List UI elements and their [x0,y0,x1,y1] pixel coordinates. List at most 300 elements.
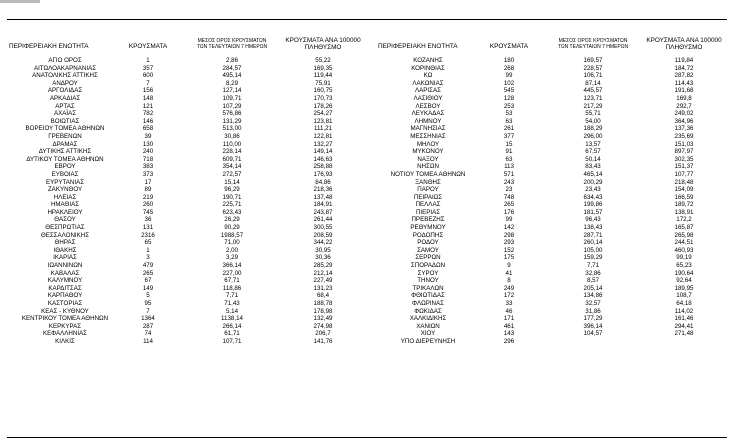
left-region-cell: ΙΚΑΡΙΑΣ [53,254,77,262]
right-per100k-cell: 151,03 [674,140,694,148]
left-per100k-cell: 227,49 [313,277,333,285]
right-per100k-cell: 302,35 [674,155,694,163]
right-avg7-cell: 106,71 [583,72,603,80]
left-avg7-cell: 5,14 [225,307,239,315]
right-avg7-cell: 138,43 [583,224,603,232]
left-per100k-cell: 131,23 [313,284,333,292]
header-per100k-right [640,37,728,51]
left-avg7-cell: 110,00 [222,140,242,148]
left-region-cell: ΒΟΡΕΙΟΥ ΤΟΜΕΑ ΑΘΗΝΩΝ [25,125,105,133]
left-avg7-cell: 8,29 [225,79,239,87]
right-per100k-cell: 99,19 [676,254,692,262]
right-avg7-cell: 104,57 [583,330,603,338]
left-cases-cell: 782 [142,110,154,118]
left-per100k-cell: 188,78 [313,300,333,307]
left-avg7-cell: 228,14 [222,148,242,156]
left-cases-cell: 658 [142,125,154,133]
left-per100k-column [280,57,366,346]
left-avg7-cell: 227,00 [222,269,242,277]
right-per100k-cell: 92,64 [676,277,692,285]
right-region-cell: ΜΑΓΝΗΣΙΑΣ [410,125,446,133]
right-cases-cell: 265 [503,201,515,209]
left-region-cell: ΙΘΑΚΗΣ [53,246,77,254]
left-avg7-cell: 495,14 [222,72,242,80]
left-cases-cell: 5 [146,292,150,300]
right-per100k-cell: 114,43 [674,79,694,87]
right-region-cell: ΤΗΝΟΥ [417,277,439,285]
right-per100k-cell: 265,98 [674,231,694,239]
right-per100k-cell: 108,7 [676,292,692,300]
left-cases-cell: 265 [142,269,154,277]
left-cases-cell: 17 [144,178,152,186]
left-per100k-cell: 344,22 [313,239,333,247]
left-cases-cell: 219 [142,193,154,201]
left-per100k-cell: 218,36 [313,186,333,194]
right-avg7-cell: 31,86 [585,307,601,315]
right-avg7-cell: 7,71 [586,262,600,270]
right-region-cell: ΣΥΡΟΥ [417,269,439,277]
right-avg7-cell: 32,86 [585,269,601,277]
left-avg7-cell: 15,14 [224,178,240,186]
left-avg7-cell: 623,43 [222,208,242,216]
header-avg7-line2: ΤΩΝ ΤΕΛΕΥΤΑΙΩΝ 7 ΗΜΕΡΩΝ [196,44,268,50]
left-avg7-cell: 61,71 [224,330,240,338]
right-avg7-cell: 634,43 [583,193,603,201]
left-per100k-cell: 258,88 [313,163,333,171]
right-region-cell: ΠΙΕΡΙΑΣ [415,208,441,216]
header-per100k-line1: ΚΡΟΥΣΜΑΤΑ ΑΝΑ 100000 [285,37,361,44]
right-region-cell: ΜΥΚΟΝΟΥ [412,148,444,156]
right-per100k-cell: 114,02 [674,307,694,315]
left-cases-cell: 146 [142,117,154,125]
right-per100k-cell: 190,64 [674,269,694,277]
right-avg7-cell: 96,43 [585,216,601,224]
right-avg7-cell: 123,71 [583,94,603,102]
right-per100k-cell: 249,02 [674,110,694,118]
left-cases-column [126,57,170,346]
left-avg7-cell: 272,57 [222,170,242,178]
right-per100k-cell: 460,93 [674,246,694,254]
right-avg7-cell: 8,57 [586,277,600,285]
left-per100k-cell: 243,87 [313,208,333,216]
right-avg7-cell: 134,86 [583,292,603,300]
left-per100k-cell: 111,21 [313,125,332,133]
right-avg7-column [551,57,635,346]
right-avg7-cell: 83,43 [585,163,601,171]
right-cases-cell: 748 [503,193,515,201]
left-cases-cell: 130 [142,140,154,148]
left-region-cell: ΗΛΕΙΑΣ [53,193,77,201]
right-per100k-cell: 137,36 [674,125,694,133]
left-region-cell: ΖΑΚΥΝΘΟΥ [47,186,83,194]
right-region-cell: ΠΕΙΡΑΙΩΣ [413,193,443,201]
right-avg7-cell: 465,14 [583,170,603,178]
right-cases-cell: 113 [504,163,514,171]
left-cases-cell: 149 [142,284,154,292]
right-cases-cell: 128 [503,94,515,102]
left-per100k-cell: 274,98 [313,322,333,330]
left-per100k-cell: 178,26 [313,102,333,110]
left-cases-cell: 718 [142,155,154,163]
right-avg7-cell: 260,14 [583,239,603,247]
left-avg7-cell: 576,86 [222,110,242,118]
left-per100k-cell: 123,81 [313,117,333,125]
right-cases-cell: 268 [503,64,515,72]
left-per100k-cell: 212,14 [313,269,333,277]
left-region-cell: ΑΝΔΡΟΥ [52,79,78,87]
right-region-cell: ΛΕΣΒΟΥ [415,102,441,110]
left-avg7-cell: 118,86 [222,284,242,292]
left-per100k-cell: 68,4 [316,292,330,300]
right-region-cell: ΚΟΡΙΝΘΙΑΣ [411,64,445,72]
left-cases-cell: 1 [146,246,150,254]
right-region-cell: ΚΩ [423,72,433,80]
right-avg7-cell: 87,14 [585,79,601,87]
top-rule [7,19,727,20]
right-per100k-cell: 218,48 [674,178,694,186]
right-per100k-cell: 235,69 [674,132,694,140]
left-avg7-cell: 107,29 [222,102,242,110]
left-region-cell: ΑΝΑΤΟΛΙΚΗΣ ΑΤΤΙΚΗΣ [32,72,98,80]
left-cases-cell: 287 [142,322,154,330]
left-cases-cell: 2316 [141,231,155,239]
left-per100k-cell: 55,22 [315,57,331,64]
right-cases-cell: 99 [505,216,513,224]
left-region-cell: ΘΑΣΟΥ [54,216,76,224]
left-region-cell: ΑΡΚΑΔΙΑΣ [49,94,81,102]
left-per100k-cell: 119,44 [313,72,333,80]
left-per100k-cell: 261,44 [313,216,333,224]
left-avg7-cell: 1988,57 [220,231,244,239]
right-avg7-cell: 32,57 [585,300,601,307]
right-cases-cell: 171 [503,315,515,323]
right-region-cell: ΛΑΣΙΘΙΟΥ [413,94,443,102]
left-region-cell: ΓΡΕΒΕΝΩΝ [48,132,82,140]
right-cases-cell: 253 [503,102,515,110]
right-per100k-cell: 271,48 [674,330,694,338]
right-per100k-cell: 161,46 [674,315,694,323]
left-per100k-cell: 132,49 [313,315,333,323]
right-region-cell: ΛΗΜΝΟΥ [414,117,442,125]
left-cases-cell: 260 [142,201,154,209]
right-region-cell: ΜΕΣΣΗΝΙΑΣ [410,132,446,140]
right-per100k-cell: 107,77 [674,170,694,178]
right-per100k-cell: 154,09 [674,186,694,194]
left-per100k-cell: 178,98 [313,307,333,315]
right-region-cell: ΣΑΜΟΥ [417,246,439,254]
right-cases-cell: 293 [503,239,515,247]
right-cases-cell: 63 [505,155,513,163]
right-per100k-cell: 287,82 [674,72,694,80]
left-cases-cell: 39 [144,132,152,140]
left-region-cell: ΘΕΣΠΡΩΤΙΑΣ [45,224,85,232]
left-cases-cell: 383 [142,163,154,171]
left-per100k-cell: 254,27 [313,110,333,118]
left-region-cell: ΔΡΑΜΑΣ [52,140,78,148]
left-cases-cell: 131 [142,224,154,232]
header-per100k-line1: ΚΡΟΥΣΜΑΤΑ ΑΝΑ 100000 [646,37,722,44]
right-region-cell: ΞΑΝΘΗΣ [415,178,441,186]
top-fragment [0,0,40,3]
left-avg7-column [190,57,274,346]
right-per100k-cell: 292,7 [676,102,692,110]
left-per100k-cell: 75,91 [315,79,331,87]
left-avg7-cell: 354,14 [222,163,242,171]
left-cases-cell: 745 [142,208,154,216]
left-region-cell: ΑΡΓΟΛΙΔΑΣ [47,87,83,95]
right-region-cell: ΦΩΚΙΔΑΣ [414,307,442,315]
right-cases-cell: 15 [505,140,513,148]
left-per100k-cell: 146,63 [313,155,333,163]
left-region-cell: ΑΙΤΩΛΟΑΚΑΡΝΑΝΙΑΣ [33,64,97,72]
left-avg7-cell: 1138,14 [221,315,243,323]
left-avg7-cell: 71,00 [224,239,240,247]
left-cases-cell: 74 [144,330,152,338]
right-per100k-cell: 151,37 [674,163,694,171]
left-region-column [5,57,125,346]
header-avg7-line2: ΤΩΝ ΤΕΛΕΥΤΑΙΩΝ 7 ΗΜΕΡΩΝ [557,44,629,50]
left-cases-cell: 1 [146,57,150,64]
left-avg7-cell: 284,57 [222,64,242,72]
left-avg7-cell: 609,71 [222,155,242,163]
left-avg7-cell: 2,86 [225,57,239,64]
right-cases-cell: 545 [503,87,515,95]
right-avg7-cell: 67,57 [585,148,601,156]
header-per100k-line2: ΠΛΗΘΥΣΜΟ [665,44,703,51]
right-region-column [372,57,484,346]
header-cases-left: ΚΡΟΥΣΜΑΤΑ [128,43,168,50]
right-per100k-cell: 64,18 [676,300,692,307]
right-cases-column [487,57,531,346]
left-cases-cell: 7 [146,307,150,315]
left-cases-cell: 65 [144,239,152,247]
left-cases-cell: 240 [142,148,154,156]
right-avg7-cell: 199,86 [583,201,603,209]
header-avg7-left [190,38,274,50]
right-per100k-cell: 294,41 [674,322,694,330]
right-region-cell: ΠΡΕΒΕΖΗΣ [411,216,445,224]
left-region-cell: ΑΓΙΟ ΟΡΟΣ [48,57,82,64]
right-region-cell: ΝΑΞΟΥ [417,155,439,163]
left-avg7-cell: 90,29 [224,224,240,232]
left-region-cell: ΙΩΑΝΝΙΝΩΝ [47,262,83,270]
right-region-cell: ΣΠΟΡΑΔΩΝ [410,262,446,270]
left-avg7-cell: 71,43 [224,300,240,307]
right-region-cell: ΡΟΔΟΠΗΣ [412,231,444,239]
right-cases-cell: 249 [503,284,515,292]
left-per100k-cell: 137,48 [313,193,333,201]
right-region-cell: ΧΑΝΙΩΝ [416,322,440,330]
right-avg7-cell: 228,57 [583,64,603,72]
left-region-cell: ΘΕΣΣΑΛΟΝΙΚΗΣ [40,231,90,239]
left-avg7-cell: 266,14 [222,322,242,330]
left-per100k-cell: 122,81 [313,132,333,140]
right-cases-cell: 180 [503,57,515,64]
left-cases-cell: 114 [143,337,153,345]
left-cases-cell: 67 [144,277,152,285]
left-per100k-cell: 170,73 [313,94,333,102]
right-region-cell: ΣΕΡΡΩΝ [415,254,441,262]
left-per100k-cell: 160,75 [313,87,333,95]
right-avg7-cell: 188,29 [583,125,603,133]
right-avg7-cell: 200,29 [583,178,603,186]
right-cases-cell: 571 [503,170,515,178]
right-avg7-cell: 50,14 [585,155,601,163]
right-per100k-cell: 166,59 [674,193,694,201]
right-cases-cell: 8 [507,277,511,285]
left-avg7-cell: 7,71 [225,292,239,300]
right-avg7-cell: 217,29 [583,102,603,110]
right-per100k-cell: 244,51 [674,239,694,247]
right-avg7-cell: 396,14 [583,322,603,330]
left-avg7-cell: 67,71 [224,277,240,285]
left-cases-cell: 1364 [141,315,155,323]
right-per100k-cell: 191,68 [674,87,694,95]
left-region-cell: ΕΥΡΥΤΑΝΙΑΣ [45,178,85,186]
left-avg7-cell: 131,29 [222,117,242,125]
left-cases-cell: 479 [142,262,154,270]
left-avg7-cell: 109,71 [222,94,242,102]
header-cases-right: ΚΡΟΥΣΜΑΤΑ [489,43,529,50]
right-cases-cell: 53 [505,110,513,118]
header-avg7-line1: ΜΕΣΟΣ ΟΡΟΣ ΚΡΟΥΣΜΑΤΩΝ [558,38,628,44]
right-cases-cell: 142 [503,224,515,232]
header-per100k-left [280,37,366,51]
left-region-cell: ΒΟΙΩΤΙΑΣ [50,117,80,125]
right-avg7-cell: 177,29 [583,315,603,323]
left-avg7-cell: 366,14 [222,262,242,270]
left-region-cell: ΕΥΒΟΙΑΣ [51,170,79,178]
left-region-cell: ΘΗΡΑΣ [54,239,76,247]
left-per100k-cell: 176,93 [313,170,333,178]
right-region-cell: ΝΟΤΙΟΥ ΤΟΜΕΑ ΑΘΗΝΩΝ [390,170,466,178]
right-cases-cell: 298 [503,231,515,239]
right-per100k-cell: 172,2 [676,216,692,224]
header-region-right: ΠΕΡΙΦΕΡΕΙΑΚΗ ΕΝΟΤΗΤΑ [378,43,458,50]
right-cases-cell: 175 [503,254,515,262]
left-cases-cell: 148 [142,94,154,102]
right-cases-cell: 461 [503,322,515,330]
left-per100k-cell: 169,35 [313,64,333,72]
right-per100k-cell: 184,72 [674,64,694,72]
left-region-cell: ΔΥΤΙΚΟΥ ΤΟΜΕΑ ΑΘΗΝΩΝ [26,155,104,163]
right-per100k-cell: 189,95 [674,284,694,292]
right-per100k-column [640,57,728,346]
left-cases-cell: 357 [142,64,154,72]
right-cases-cell: 143 [503,330,515,338]
right-per100k-cell [640,338,728,346]
left-region-cell: ΚΕΑΣ - ΚΥΘΝΟΥ [41,307,89,315]
right-region-cell: ΛΕΥΚΑΔΑΣ [411,110,445,118]
left-cases-cell: 600 [142,72,154,80]
right-per100k-cell: 165,87 [674,224,694,232]
left-per100k-cell: 184,91 [313,201,333,209]
right-avg7-cell: 169,57 [583,57,603,64]
left-avg7-cell: 225,71 [222,201,242,209]
right-avg7-cell: 205,14 [583,284,603,292]
right-cases-cell: 296 [503,337,515,345]
left-avg7-cell: 2,00 [225,246,239,254]
right-cases-cell: 243 [503,178,515,186]
right-per100k-cell: 65,23 [676,262,692,270]
right-per100k-cell: 364,96 [674,117,694,125]
right-cases-cell: 63 [505,117,513,125]
left-region-cell: ΚΑΒΑΛΑΣ [50,269,80,277]
left-avg7-cell: 190,71 [222,193,242,201]
right-cases-cell: 46 [505,307,513,315]
left-per100k-cell: 132,27 [313,140,333,148]
left-cases-cell: 156 [142,87,154,95]
left-region-cell: ΗΜΑΘΙΑΣ [50,201,80,209]
left-cases-cell: 121 [142,102,154,110]
right-region-cell: ΠΑΡΟΥ [417,186,439,194]
left-avg7-cell: 513,00 [222,125,242,133]
right-region-cell: ΥΠΟ ΔΙΕΡΕΥΝΗΣΗ [400,337,456,345]
right-avg7-cell: 105,00 [583,246,603,254]
right-region-cell: ΤΡΙΚΑΛΩΝ [412,284,444,292]
header-per100k-line2: ΠΛΗΘΥΣΜΟ [304,44,342,51]
left-region-cell: ΑΧΑΪΑΣ [53,110,77,118]
right-cases-cell: 33 [505,300,513,307]
right-region-cell: ΛΑΚΩΝΙΑΣ [412,79,444,87]
left-region-cell: ΕΒΡΟΥ [54,163,76,171]
left-region-cell: ΚΕΡΚΥΡΑΣ [48,322,82,330]
left-cases-cell: 36 [144,216,152,224]
right-cases-cell: 176 [503,208,515,216]
right-cases-cell: 9 [507,262,511,270]
right-region-cell: ΛΑΡΙΣΑΣ [415,87,441,95]
right-per100k-cell: 189,72 [674,201,694,209]
right-avg7-cell: 13,57 [585,140,601,148]
right-per100k-cell: 897,97 [674,148,694,156]
left-region-cell: ΑΡΤΑΣ [55,102,75,110]
left-region-cell: ΚΑΡΠΑΘΟΥ [47,292,83,300]
right-avg7-cell: 296,00 [583,132,603,140]
left-per100k-cell: 84,86 [315,178,331,186]
left-per100k-cell: 208,59 [313,231,333,239]
left-cases-cell: 373 [142,170,154,178]
right-region-cell: ΧΙΟΥ [420,330,436,338]
left-region-cell: ΚΕΝΤΡΙΚΟΥ ΤΟΜΕΑ ΑΘΗΝΩΝ [21,315,109,323]
left-per100k-cell: 30,95 [315,246,331,254]
right-per100k-cell: 169,8 [676,94,692,102]
left-region-cell: ΗΡΑΚΛΕΙΟΥ [47,208,83,216]
left-region-cell: ΚΑΛΥΜΝΟΥ [47,277,83,285]
left-per100k-cell: 141,76 [313,337,333,345]
header-avg7-right [551,38,635,50]
right-avg7-cell [551,338,635,346]
right-cases-cell: 102 [503,79,515,87]
right-cases-cell: 172 [503,292,515,300]
left-cases-cell: 95 [144,300,152,307]
left-avg7-cell: 26,29 [224,216,240,224]
right-region-cell: ΝΗΣΩΝ [417,163,439,171]
left-region-cell: ΚΙΛΚΙΣ [55,337,75,345]
right-avg7-cell: 159,29 [583,254,603,262]
left-avg7-cell: 3,29 [225,254,239,262]
left-per100k-cell: 285,29 [313,262,333,270]
right-avg7-cell: 445,57 [583,87,603,95]
left-cases-cell: 7 [146,79,150,87]
right-region-cell: ΡΟΔΟΥ [417,239,439,247]
right-avg7-cell: 55,71 [585,110,601,118]
right-per100k-cell: 119,84 [674,57,694,64]
right-region-cell: ΧΑΛΚΙΔΙΚΗΣ [409,315,447,323]
left-cases-cell: 3 [146,254,150,262]
left-region-cell: ΔΥΤΙΚΗΣ ΑΤΤΙΚΗΣ [38,148,92,156]
right-per100k-cell: 138,91 [674,208,694,216]
right-region-cell: ΚΟΖΑΝΗΣ [413,57,443,64]
